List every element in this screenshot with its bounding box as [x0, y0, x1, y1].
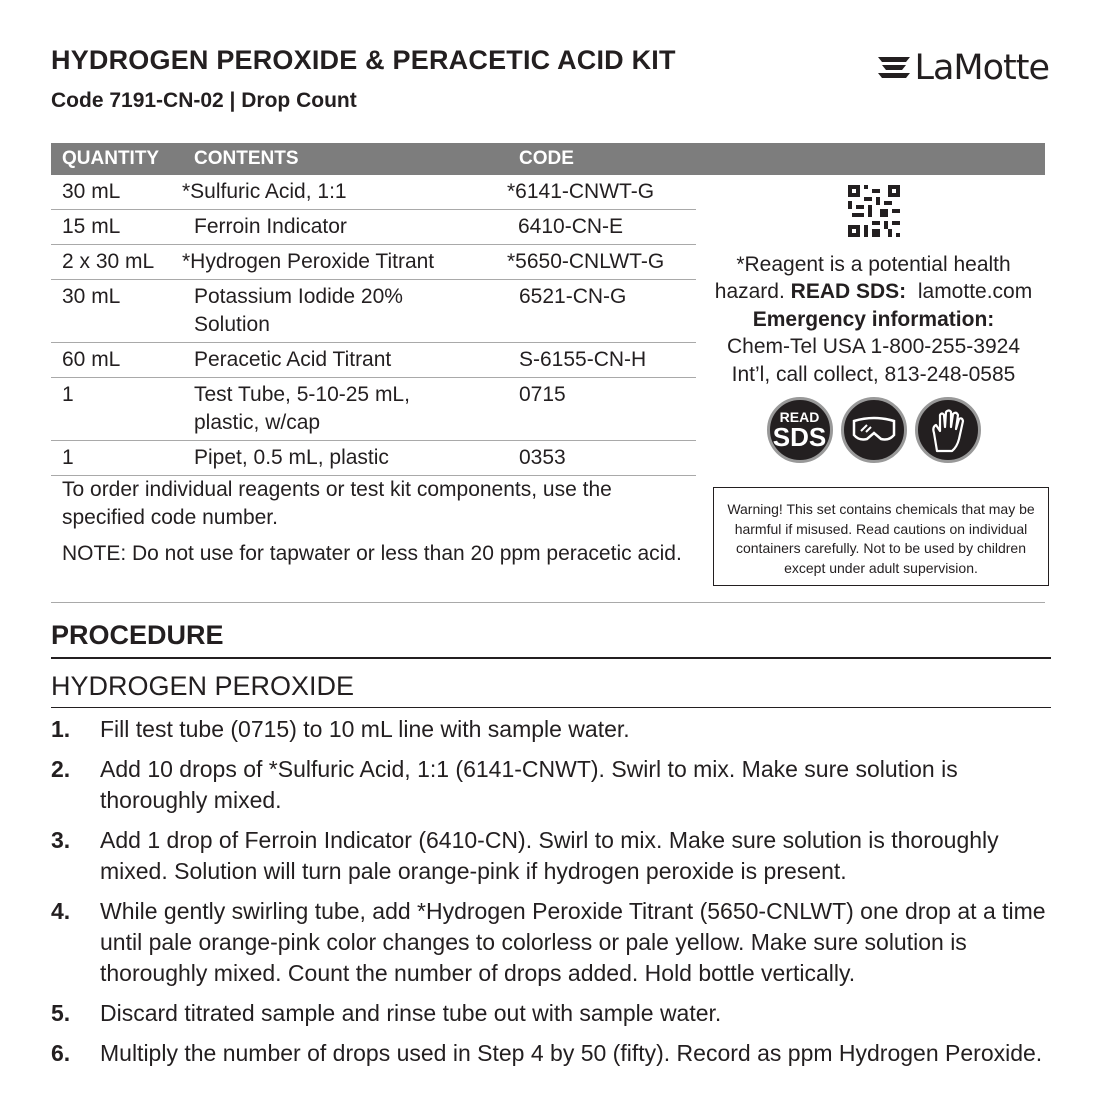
table-row [51, 175, 696, 210]
list-item [51, 754, 1051, 816]
divider [51, 707, 1051, 708]
safety-icons [706, 397, 1041, 463]
goggles-icon [841, 397, 907, 463]
table-row [51, 280, 696, 343]
table-row [51, 441, 696, 476]
table-row [51, 245, 696, 280]
table-row [51, 378, 696, 441]
row-quantity: 30 mL [62, 285, 121, 308]
table-row [51, 210, 696, 245]
list-item [51, 998, 1051, 1029]
row-contents: *Sulfuric Acid, 1:1 [182, 180, 347, 203]
hazard-line: *Reagent is a potential health hazard. [714, 252, 1011, 303]
step-number: 2. [51, 756, 71, 782]
website-link[interactable]: lamotte.com [917, 280, 1033, 303]
step-text: While gently swirling tube, add *Hydrogen Peroxide Titrant (5650-CNLWT) one drop at a time until pale orange-pink color changes to colorless or pale yellow. Make sure solution is thoroughly mixed. Count the number of drops added. Hold bottle vertically. [100, 898, 1046, 986]
instruction-sheet [51, 0, 1051, 1100]
lamotte-logo [876, 48, 1049, 88]
row-code: 0353 [519, 446, 566, 469]
step-number: 3. [51, 827, 71, 853]
chemtel-number: Chem-Tel USA 1-800-255-3924 [727, 335, 1020, 358]
row-code: 6521-CN-G [519, 285, 627, 308]
row-contents: *Hydrogen Peroxide Titrant [182, 250, 435, 273]
step-text: Discard titrated sample and rinse tube out with sample water. [100, 1000, 722, 1026]
step-text: Add 1 drop of Ferroin Indicator (6410-CN). Swirl to mix. Make sure solution is thoroughly mixed. Solution will turn pale orange-pink if hydrogen peroxide is present. [100, 827, 999, 884]
safety-panel [706, 185, 1041, 463]
procedure-steps [51, 714, 1051, 1078]
health-hazard-text [706, 251, 1041, 306]
row-quantity: 1 [62, 383, 74, 406]
step-number: 5. [51, 1000, 71, 1026]
table-header [51, 143, 1045, 175]
step-text: Multiply the number of drops used in Step 4 by 50 (fifty). Record as ppm Hydrogen Peroxide. [100, 1040, 1043, 1066]
row-quantity: 2 x 30 mL [62, 250, 155, 273]
order-note: To order individual reagents or test kit components, use the specified code number. [62, 478, 612, 529]
row-quantity: 15 mL [62, 215, 121, 238]
row-code: *5650-CNLWT-G [507, 250, 665, 273]
row-quantity: 30 mL [62, 180, 121, 203]
warning-box: Warning! This set contains chemicals that may be harmful if misused. Read cautions on individual containers carefully. Not to be used by children except under adult supervision. [713, 487, 1049, 586]
brand-name: LaMotte [914, 48, 1049, 88]
kit-code-line: Code 7191-CN-02 | Drop Count [51, 89, 357, 112]
row-contents: Peracetic Acid Titrant [194, 348, 392, 371]
row-contents: Pipet, 0.5 mL, plastic [194, 446, 389, 469]
header-contents: CONTENTS [194, 148, 299, 169]
step-number: 4. [51, 898, 71, 924]
step-number: 1. [51, 716, 71, 742]
qr-code-icon[interactable] [848, 185, 900, 237]
procedure-heading: PROCEDURE [51, 620, 224, 650]
row-contents: Potassium Iodide 20% Solution [194, 285, 403, 336]
divider [51, 657, 1051, 659]
contents-table [51, 175, 696, 476]
read-sds-icon [767, 397, 833, 463]
read-sds-label: READ SDS: [790, 280, 907, 303]
header-code: CODE [519, 148, 574, 169]
row-contents: Ferroin Indicator [194, 215, 347, 238]
table-row [51, 343, 696, 378]
divider [51, 602, 1045, 603]
step-text: Fill test tube (0715) to 10 mL line with sample water. [100, 716, 630, 742]
row-code: S-6155-CN-H [519, 348, 647, 371]
header-quantity: QUANTITY [62, 148, 160, 169]
row-code: 0715 [519, 383, 566, 406]
lamotte-logo-icon [876, 53, 914, 83]
list-item [51, 1038, 1051, 1069]
row-quantity: 60 mL [62, 348, 121, 371]
table-notes [51, 476, 696, 576]
step-number: 6. [51, 1040, 71, 1066]
row-quantity: 1 [62, 446, 74, 469]
list-item [51, 825, 1051, 887]
gloves-icon [915, 397, 981, 463]
kit-title: HYDROGEN PEROXIDE & PERACETIC ACID KIT [51, 45, 676, 75]
list-item [51, 896, 1051, 989]
step-text: Add 10 drops of *Sulfuric Acid, 1:1 (6141-CNWT). Swirl to mix. Make sure solution is thoroughly mixed. [100, 756, 958, 813]
row-contents: Test Tube, 5-10-25 mL, plastic, w/cap [194, 383, 410, 434]
row-code: 6410-CN-E [518, 215, 624, 238]
intl-number: Int’l, call collect, 813-248-0585 [731, 362, 1016, 386]
row-code: *6141-CNWT-G [507, 180, 655, 203]
list-item [51, 714, 1051, 745]
sds-badge-top: READ [779, 409, 820, 425]
sds-badge-bottom: SDS [772, 422, 827, 452]
tapwater-note: NOTE: Do not use for tapwater or less than 20 ppm peracetic acid. [62, 542, 682, 565]
emergency-label: Emergency information: [752, 307, 995, 331]
procedure-subheading: HYDROGEN PEROXIDE [51, 671, 355, 701]
